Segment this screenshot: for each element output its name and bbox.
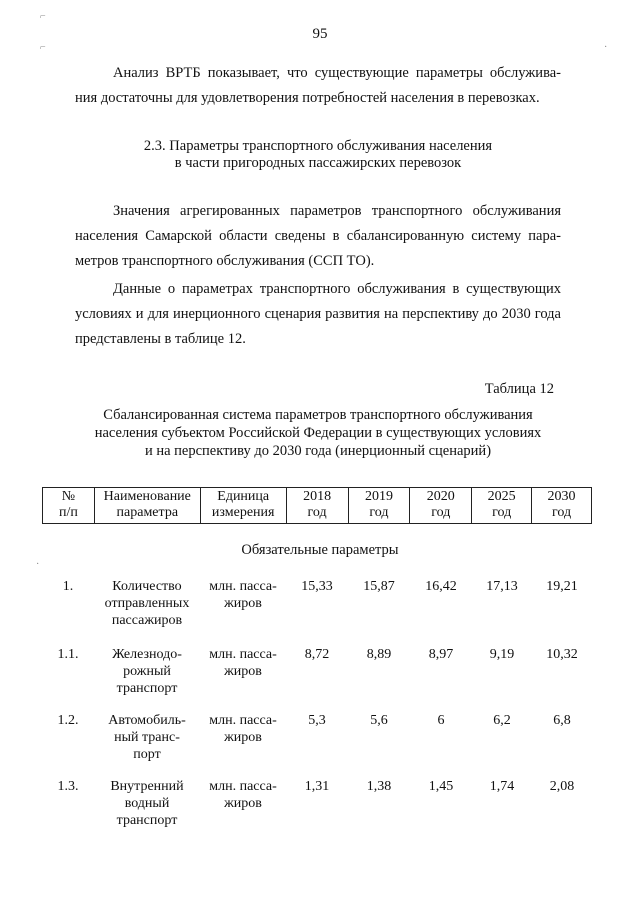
- paragraph-1-rest: населения Самарской области сведены в сбалансированную систему параметров транспортного обслуживания (ССП ТО).: [75, 228, 561, 269]
- value-2019: 15,87: [363, 579, 395, 594]
- row-name: Автомобиль- ный транс- порт: [108, 713, 186, 762]
- parameters-table-header: [42, 487, 592, 524]
- value-2025: 17,13: [486, 579, 518, 594]
- value-2020: 8,97: [428, 647, 454, 662]
- value-2030: 2,08: [549, 779, 575, 794]
- value-2019: 1,38: [366, 779, 392, 794]
- row-name: Железнодо- рожный транспорт: [112, 647, 182, 696]
- header-unit: Единица измерения: [200, 488, 286, 524]
- row-num: 1.: [62, 579, 74, 594]
- row-num: 1.1.: [57, 647, 79, 662]
- value-2018: 8,72: [304, 647, 330, 662]
- scan-mark: ·: [36, 559, 40, 570]
- table-title-line-3: и на перспективу до 2030 года (инерционный сценарий): [144, 443, 492, 459]
- table-title: [75, 406, 561, 460]
- row-num: 1.3.: [57, 779, 79, 794]
- intro-line-1: Анализ ВРТБ показывает, что существующие параметры обслужива-: [113, 65, 561, 81]
- paragraph-2-first-line: Данные о параметрах транспортного обслуживания в существующих: [113, 281, 561, 297]
- intro-line-2: ния достаточны для удовлетворения потребностей населения в перевозках.: [75, 90, 540, 106]
- section-heading-line-2: в части пригородных пассажирских перевозок: [174, 155, 462, 171]
- table-label: Таблица 12: [484, 381, 554, 397]
- row-name: Количество отправленных пассажиров: [104, 579, 190, 628]
- row-unit: млн. пасса- жиров: [209, 779, 277, 811]
- value-2018: 5,3: [308, 713, 326, 728]
- header-2019: 2019 год: [348, 488, 410, 524]
- header-2025: 2025 год: [472, 488, 532, 524]
- paragraph-2-rest: условиях и для инерционного сценария развития на перспективу до 2030 года представлены в таблице 12.: [75, 306, 561, 347]
- value-2020: 6: [437, 713, 445, 728]
- table-subheading: Обязательные параметры: [241, 542, 399, 558]
- value-2025: 9,19: [489, 647, 515, 662]
- header-2020: 2020 год: [410, 488, 472, 524]
- header-num: № п/п: [43, 488, 95, 524]
- paragraph-1: [75, 199, 561, 274]
- paragraph-1-first-line: Значения агрегированных параметров транспортного обслуживания: [113, 203, 561, 219]
- row-unit: млн. пасса- жиров: [209, 647, 277, 679]
- value-2025: 6,2: [493, 713, 511, 728]
- value-2025: 1,74: [489, 779, 515, 794]
- row-unit: млн. пасса- жиров: [209, 713, 277, 745]
- row-unit: млн. пасса- жиров: [209, 579, 277, 611]
- value-2030: 19,21: [546, 579, 578, 594]
- header-2030: 2030 год: [532, 488, 592, 524]
- value-2018: 15,33: [301, 579, 333, 594]
- section-heading: [75, 138, 561, 172]
- table-title-line-1: Сбалансированная система параметров транспортного обслуживания: [103, 407, 533, 423]
- intro-paragraph: [75, 61, 561, 111]
- page-number: 95: [312, 26, 328, 42]
- value-2019: 8,89: [366, 647, 392, 662]
- value-2020: 1,45: [428, 779, 454, 794]
- value-2030: 10,32: [546, 647, 578, 662]
- row-num: 1.2.: [57, 713, 79, 728]
- value-2019: 5,6: [370, 713, 388, 728]
- value-2030: 6,8: [553, 713, 571, 728]
- scan-mark: ·: [604, 42, 608, 53]
- scan-mark: ⌐: [40, 42, 46, 53]
- header-2018: 2018 год: [286, 488, 348, 524]
- paragraph-2: [75, 277, 561, 352]
- table-title-line-2: населения субъектом Российской Федерации в существующих условиях: [94, 425, 542, 441]
- value-2020: 16,42: [425, 579, 457, 594]
- header-name: Наименование параметра: [94, 488, 200, 524]
- scan-mark: ⌐: [40, 11, 46, 22]
- section-heading-line-1: 2.3. Параметры транспортного обслуживания населения: [143, 138, 493, 154]
- row-name: Внутренний водный транспорт: [110, 779, 184, 828]
- value-2018: 1,31: [304, 779, 330, 794]
